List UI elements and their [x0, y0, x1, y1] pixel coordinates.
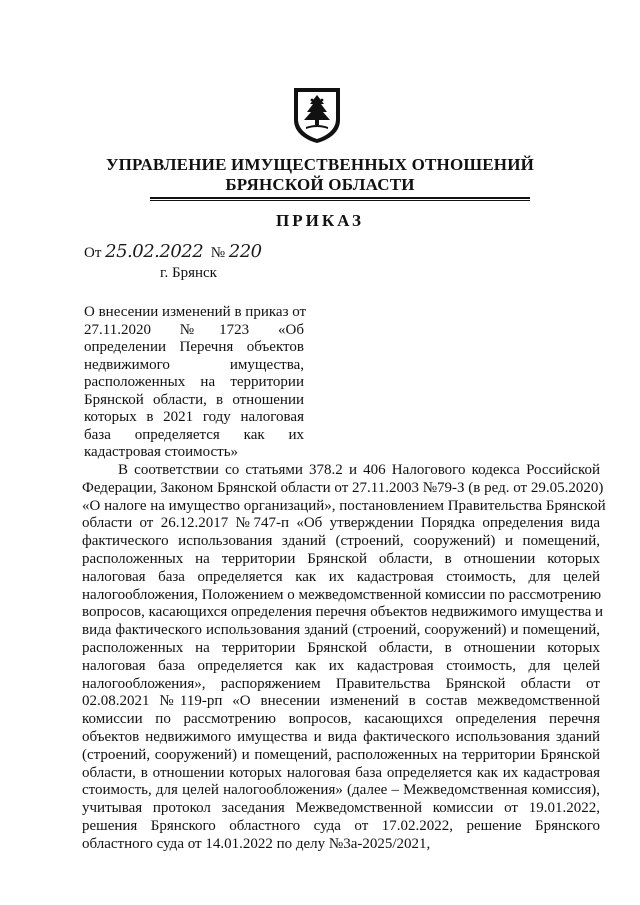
subject-line: которых в 2021 году налоговая	[84, 409, 304, 425]
subject-line: определении Перечня объектов	[84, 339, 304, 355]
body-line: (строений, сооружений) и помещений, расположенных на территории Брянской	[82, 746, 600, 763]
body-line: фактического использования зданий (строений, сооружений) и помещений,	[82, 533, 600, 550]
subject-line: база определяется как их	[84, 426, 304, 443]
body-line: стоимость, для целей налогообложения» (далее – Межведомственная комиссия),	[82, 782, 600, 799]
body-line: расположенных на территории Брянской области, в отношении которых	[82, 639, 600, 656]
document-type-title: ПРИКАЗ	[276, 211, 364, 230]
body-line: решения Брянского областного суда от 17.02.2022, решение Брянского	[82, 817, 600, 834]
subject-line: расположенных на территории	[84, 374, 304, 390]
subject-line: Брянской области, в отношении	[84, 391, 304, 408]
body-line: В соответствии со статьями 378.2 и 406 Налогового кодекса Российской	[118, 462, 600, 478]
org-name-line2: БРЯНСКОЙ ОБЛАСТИ	[225, 175, 415, 194]
body-line: области от 26.12.2017 №747-п «Об утверждении Порядка определения вида	[82, 515, 600, 532]
org-name-line1: УПРАВЛЕНИЕ ИМУЩЕСТВЕННЫХ ОТНОШЕНИЙ	[105, 155, 535, 174]
bryansk-coat-of-arms-icon	[292, 86, 342, 144]
body-line: Федерации, Законом Брянской области от 27.11.2003 №79-З (в ред. от 29.05.2020)	[82, 479, 604, 496]
body-line: областного суда от 14.01.2022 по делу №3а-2025/2021,	[82, 835, 431, 852]
body-line: области, в отношении которых налоговая база определяется как их кадастровая	[82, 764, 600, 781]
body-line: объектов недвижимого имущества и вида фактического использования зданий	[82, 728, 600, 745]
body-line: налоговая база определяется как их кадастровая стоимость, для целей	[82, 568, 600, 585]
body-line: вопросов, касающихся определения перечня объектов недвижимого имущества и	[82, 604, 604, 621]
body-line: вида фактического использования зданий (строений, сооружений) и помещений,	[82, 622, 600, 639]
body-line: учитывая протокол заседания Межведомственной комиссии от 19.01.2022,	[82, 800, 600, 817]
subject-line: О внесении изменений в приказ от	[84, 304, 307, 320]
header-divider	[150, 197, 530, 199]
body-line: комиссии по рассмотрению вопросов, касающихся определения перечня	[82, 711, 600, 728]
body-paragraph	[82, 462, 606, 854]
handwritten-date: 25.02.2022	[105, 241, 204, 262]
city-line: г. Брянск	[160, 265, 217, 281]
body-line: налогообложения», распоряжением Правительства Брянской области от	[82, 675, 600, 692]
body-line: налогообложения, Положением о межведомственной комиссии по рассмотрению	[82, 586, 602, 603]
number-prefix: №	[210, 245, 226, 261]
subject-line: недвижимого имущества,	[84, 356, 304, 373]
subject-block	[84, 304, 307, 462]
date-number-line	[84, 241, 262, 262]
header-divider-thin	[150, 200, 530, 201]
body-line: налоговая база определяется как их кадастровая стоимость, для целей	[82, 657, 600, 674]
date-prefix: От	[84, 245, 102, 261]
body-line: расположенных на территории Брянской области, в отношении которых	[82, 550, 600, 567]
body-line: 02.08.2021 №119-рп «О внесении изменений в состав межведомственной	[82, 693, 600, 710]
body-line: «О налоге на имущество организаций», постановлением Правительства Брянской	[82, 497, 606, 514]
subject-line: кадастровая стоимость»	[84, 444, 239, 460]
subject-line: 27.11.2020 №1723 «Об	[84, 321, 304, 338]
handwritten-number: 220	[228, 241, 262, 262]
